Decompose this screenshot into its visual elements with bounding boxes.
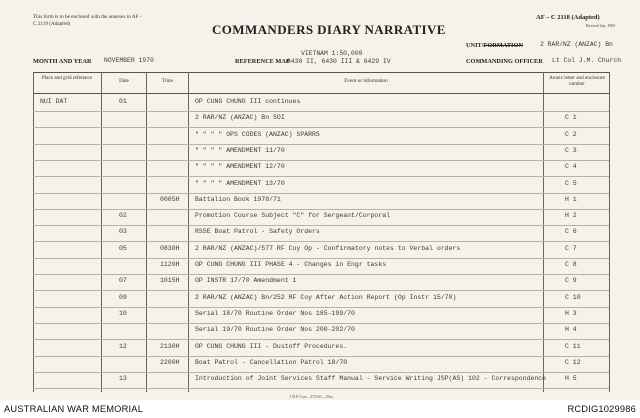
archive-caption: AUSTRALIAN WAR MEMORIAL [4, 404, 144, 414]
unit-label-text: UNIT/ [466, 42, 484, 49]
page-title: COMMANDERS DIARY NARRATIVE [212, 22, 446, 37]
diary-row [33, 241, 609, 259]
event-cell: " " " " AMENDMENT 12/70 [195, 163, 285, 171]
event-cell: OP INSTR 17/70 Amendment 1 [195, 277, 297, 285]
diary-row [33, 339, 609, 357]
time-cell: 0005H [160, 195, 180, 203]
diary-row [33, 371, 609, 389]
col-header-event: Event or information [344, 78, 388, 84]
date-cell: 09 [119, 293, 127, 301]
form-number: AF – C 2118 (Adapted) [536, 14, 600, 21]
annex-cell: C 2 [565, 130, 577, 138]
col-header-place: Place and grid reference [41, 75, 93, 81]
annex-cell: C 3 [565, 146, 577, 154]
col-header-annex: Annex letter and enclosure number [549, 75, 605, 87]
annex-cell: C 5 [565, 179, 577, 187]
event-cell: Serial 18/70 Routine Order Nos 185-199/70 [195, 309, 355, 317]
event-cell: 2 RAR/NZ (ANZAC) Bn SOI [195, 114, 285, 122]
map-value-line1: VIETNAM 1:50,000 [301, 50, 363, 57]
annex-cell: C 9 [565, 277, 577, 285]
co-value: Lt Col J.M. Church [552, 57, 622, 64]
event-cell: " " " " AMENDMENT 13/70 [195, 179, 285, 187]
annex-cell: C 8 [565, 261, 577, 268]
annex-cell: C 11 [565, 342, 581, 350]
col-header-time: Time [162, 78, 173, 84]
co-label: COMMANDING OFFICER [466, 58, 543, 65]
event-cell: Serial 19/70 Routine Order Nos 200-202/70 [195, 326, 355, 334]
diary-row [33, 192, 609, 210]
archive-id: RCDIG1029986 [567, 404, 636, 414]
event-cell: 2 RAR/NZ (ANZAC) Bn/252 RF Coy After Action Report (Op Instr 15/70) [195, 293, 457, 301]
annex-cell: C 7 [565, 244, 577, 252]
time-cell: 1015H [160, 277, 180, 285]
diary-row [33, 273, 609, 291]
unit-label-struck: FORMATION [483, 42, 523, 49]
unit-label [466, 42, 523, 49]
diary-row [33, 306, 609, 324]
annex-cell: H 2 [565, 212, 577, 220]
diary-row [33, 322, 609, 340]
date-cell: 07 [119, 277, 127, 285]
diary-row [33, 290, 609, 308]
time-cell: 2200H [160, 358, 180, 366]
diary-row [33, 127, 609, 145]
map-label: REFERENCE MAP [235, 58, 290, 65]
annex-cell: C 12 [565, 358, 581, 366]
diary-row [33, 110, 609, 128]
time-cell: 2130H [160, 342, 180, 350]
enclosure-note: This form is to be enclosed with the annexes in AF - C 2119 (Adapted) [33, 14, 142, 27]
annex-cell: C 6 [565, 228, 577, 236]
diary-row [33, 94, 609, 112]
map-value-line2: 6430 II, 6430 III & 6429 IV [287, 58, 391, 65]
col-header-date: Date [119, 78, 129, 84]
date-cell: 12 [119, 342, 127, 350]
time-cell: 0830H [160, 244, 180, 252]
event-cell: " " " " AMENDMENT 11/70 [195, 146, 285, 154]
annex-cell: H 1 [565, 195, 577, 203]
diary-row [33, 176, 609, 194]
event-cell: OP CUNG CHUNG III PHASE 4 - Changes in Engr tasks [195, 261, 387, 268]
date-cell: 01 [119, 98, 127, 105]
diary-row [33, 257, 609, 275]
date-cell: 02 [119, 212, 127, 220]
annex-cell: H 4 [565, 326, 577, 334]
event-cell: Battalion Book 1970/71 [195, 195, 281, 203]
diary-row [33, 355, 609, 373]
event-cell: OP CUNG CHUNG III continues [195, 98, 301, 105]
annex-cell: H 5 [565, 375, 577, 383]
event-cell: Introduction of Joint Services Staff Manual - Service Writing JSP(AS) 102 - Correspondence [195, 375, 547, 383]
date-cell: 05 [119, 244, 127, 252]
annex-cell: H 3 [565, 309, 577, 317]
event-cell: 2 RAR/NZ (ANZAC)/577 RF Coy Op - Confirmatory notes to Verbal orders [195, 244, 461, 252]
time-cell: 1120H [160, 261, 180, 268]
diary-row [33, 159, 609, 177]
diary-row [33, 208, 609, 226]
date-cell: 10 [119, 309, 127, 317]
event-cell: RSSE Boat Patrol - Safety Orders [195, 228, 320, 236]
event-cell: Boat Patrol - Cancellation Patrol 18/70 [195, 358, 348, 366]
diary-row [33, 224, 609, 242]
unit-value: 2 RAR/NZ (ANZAC) Bn [540, 41, 613, 48]
event-cell: OP CUNG CHUNG III - Dustoff Procedures. [195, 342, 348, 350]
print-reference: I B P Corr—375/65—35m [290, 394, 333, 399]
month-label: MONTH AND YEAR [33, 58, 92, 65]
annex-cell: C 4 [565, 163, 577, 171]
date-cell: 13 [119, 375, 127, 383]
revised-date: Revised Jan, 1965 [586, 23, 616, 28]
annex-cell: C 10 [565, 293, 581, 301]
month-value: NOVEMBER 1970 [104, 57, 154, 64]
col-divider [609, 72, 610, 392]
table-top-rule [33, 72, 609, 73]
event-cell: " " " " OPS CODES (ANZAC) SPARRS [195, 130, 320, 138]
place-cell: NUI DAT [40, 98, 68, 105]
annex-cell: C 1 [565, 114, 577, 122]
diary-row [33, 143, 609, 161]
date-cell: 03 [119, 228, 127, 236]
event-cell: Promotion Course Subject "C" for Sergeant/Corporal [195, 212, 391, 220]
